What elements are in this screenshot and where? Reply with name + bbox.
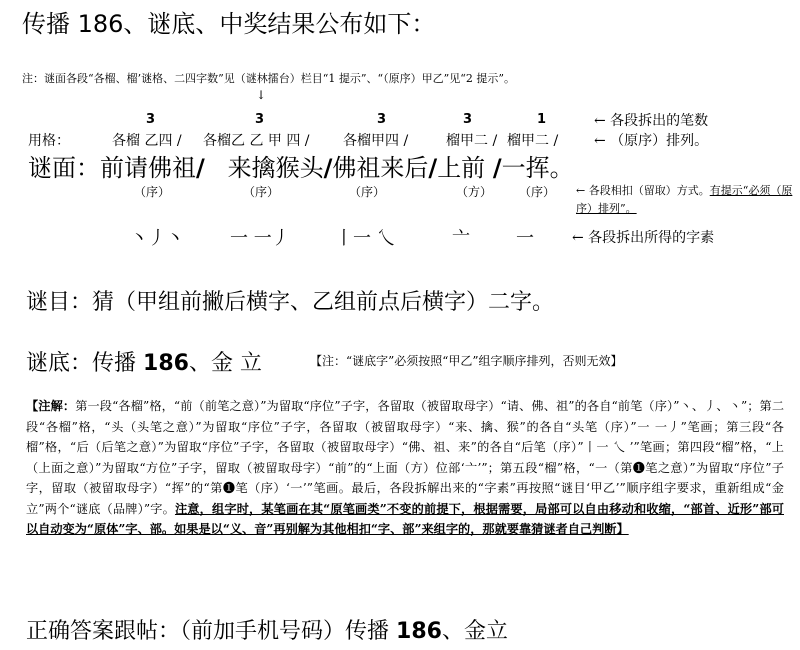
stroke-element: 一 bbox=[516, 228, 534, 249]
annotation-method-a: ← 各段相扣（留取）方式。 bbox=[576, 184, 710, 197]
stroke-count: 3 bbox=[377, 112, 387, 127]
yongge-label: 用格： bbox=[28, 133, 70, 149]
yongge-segment: 各榴 乙四 / bbox=[112, 133, 182, 149]
slash: / bbox=[492, 154, 502, 182]
riddle-segment: 一挥。 bbox=[501, 154, 574, 182]
explanation-note: 注意，组字时，某笔画在其“原笔画类”不变的前提下，根据需要，局部可以自由移动和收缩，“部首、近形”部可以自动变为“原体”字、部。如果是以“义、音”再别解为其他相扣“字、部”来组字的，那就要靠猜谜者自己判断】 bbox=[26, 501, 784, 536]
yongge-segment: 榴甲二 / bbox=[507, 133, 559, 149]
explanation-heading: 【注解： bbox=[26, 399, 76, 413]
stroke-count: 3 bbox=[255, 112, 265, 127]
stroke-element: 一 一丿 bbox=[230, 228, 290, 249]
yongge-segment: 各榴乙 乙 甲 四 / bbox=[203, 133, 310, 149]
riddle-answer bbox=[26, 346, 262, 377]
riddle-target: 谜目：猜（甲组前撇后横字、乙组前点后横字）二字。 bbox=[26, 290, 555, 315]
answer-note: 【注：“谜底字”必须按照“甲乙”组字顺序排列，否则无效】 bbox=[310, 354, 623, 368]
riddle-face bbox=[28, 148, 574, 183]
stroke-element: 亠 bbox=[452, 228, 470, 249]
slash: / bbox=[323, 154, 333, 182]
stroke-count: 3 bbox=[463, 112, 473, 127]
riddle-segment: 佛祖来后 bbox=[332, 154, 429, 182]
explanation bbox=[26, 396, 784, 540]
final-number: 186 bbox=[396, 619, 442, 644]
final-answer bbox=[26, 614, 508, 645]
riddle-answer-text: 、金 立 bbox=[188, 351, 262, 376]
stroke-element: 丨一 乀 bbox=[335, 228, 395, 249]
annotation-method-b: 有提示“必须（原序）排列”。 bbox=[576, 184, 793, 215]
riddle-number: 186 bbox=[143, 351, 189, 376]
position-mark: （序） bbox=[243, 185, 280, 199]
explanation-body: 第一段“各榴”格，“前（前笔之意）”为留取“序位”子字，各留取（被留取母字）“请、佛、祖”的各自“前笔（序）”丶、丿、丶”；第二段“各榴”格，“头（头笔之意）”为留取“序位”子字，各留取（被留取母字）“来、擒、猴”的各自“头笔（序）”一 一丿”笔画；第三段“各榴”格，“后（后笔之意）”为留取“序位”子字，各留取（被留取母字）“佛、祖、来”的各自“后笔（序）”丨一 乀 ’”笔画；第四段“榴”格，“上（上面之意）”为留取“方位”子字，留取（被留取母字）“前”的“上面（方）位部‘亠’”；第五段“榴”格，“一（第❶笔之意）”为留取“序位”子字，留取（被留取母字）“挥”的“第❶笔（序）‘一’”笔画。最后，各段拆解出来的“字素”再按照“谜目‘甲乙’”顺序组字要求，重新组成“金立”两个“谜底（品牌）”字。 bbox=[26, 399, 785, 516]
riddle-face-label: 谜面： bbox=[28, 154, 100, 182]
top-note: 注：谜面各段“各榴、榴’谜格、二四字数”见（谜林擂台）栏目“1 提示”、“（原序）甲乙”见“2 提示”。 bbox=[22, 72, 515, 85]
position-mark: （方） bbox=[456, 185, 493, 199]
position-mark: （序） bbox=[349, 185, 386, 199]
stroke-count: 3 bbox=[146, 112, 156, 127]
slash: / bbox=[196, 154, 205, 182]
annotation-method bbox=[576, 182, 796, 218]
yongge-row bbox=[28, 130, 70, 150]
annotation-order: ← （原序）排列。 bbox=[594, 133, 709, 149]
position-mark: （序） bbox=[519, 185, 556, 199]
riddle-segment: 前请佛祖 bbox=[100, 154, 196, 182]
yongge-segment: 榴甲二 / bbox=[446, 133, 498, 149]
riddle-segment: 来擒猴头 bbox=[227, 154, 324, 182]
down-arrow-icon: ↓ bbox=[256, 88, 267, 102]
stroke-element: 丶丿丶 bbox=[130, 228, 184, 249]
final-answer-text: 、金立 bbox=[441, 619, 508, 644]
final-answer-label: 正确答案跟帖：（前加手机号码）传播 bbox=[26, 619, 390, 644]
yongge-segment: 各榴甲四 / bbox=[343, 133, 409, 149]
slash: / bbox=[428, 154, 438, 182]
riddle-segment: 上前 bbox=[437, 154, 486, 182]
riddle-answer-label: 谜底：传播 bbox=[26, 351, 137, 376]
annotation-strokes: ← 各段拆出的笔数 bbox=[594, 113, 709, 129]
page-title: 传播 186、谜底、中奖结果公布如下： bbox=[22, 10, 436, 38]
position-mark: （序） bbox=[134, 185, 171, 199]
annotation-elements: ← 各段拆出所得的字素 bbox=[572, 230, 715, 246]
stroke-count: 1 bbox=[537, 112, 547, 127]
